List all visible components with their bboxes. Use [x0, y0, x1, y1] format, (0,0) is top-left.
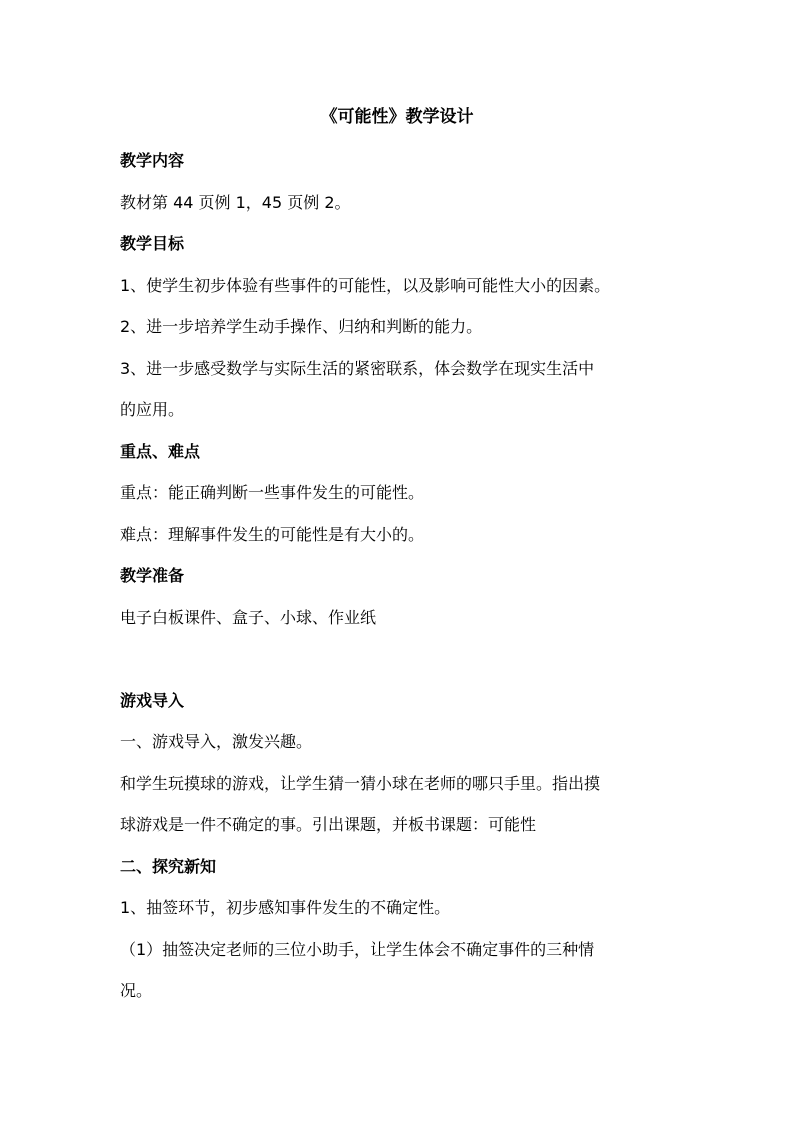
key-point-text: 重点：能正确判断一些事件发生的可能性。 [120, 483, 425, 502]
goal-item-2: 2、进一步培养学生动手操作、归纳和判断的能力。 [120, 317, 483, 336]
heading-explore-new: 二、探究新知 [120, 857, 217, 876]
heading-key-points: 重点、难点 [120, 442, 201, 461]
heading-teaching-goals: 教学目标 [120, 234, 185, 253]
explore-line-3: 况。 [120, 981, 153, 1000]
goal-item-1: 1、使学生初步体验有些事件的可能性，以及影响可能性大小的因素。 [120, 276, 611, 295]
teaching-content-text: 教材第 44 页例 1，45 页例 2。 [120, 193, 351, 212]
game-intro-subheading: 一、游戏导入，激发兴趣。 [120, 732, 313, 751]
explore-line-2: （1）抽签决定老师的三位小助手，让学生体会不确定事件的三种情 [120, 940, 595, 959]
game-intro-line-2: 球游戏是一件不确定的事。引出课题，并板书课题：可能性 [120, 815, 537, 834]
goal-item-3-continued: 的应用。 [120, 400, 185, 419]
document-title: 《可能性》教学设计 [320, 107, 474, 127]
game-intro-line-1: 和学生玩摸球的游戏，让学生猜一猜小球在老师的哪只手里。指出摸 [120, 774, 601, 793]
difficulty-text: 难点：理解事件发生的可能性是有大小的。 [120, 525, 425, 544]
heading-teaching-content: 教学内容 [120, 151, 185, 170]
preparation-text: 电子白板课件、盒子、小球、作业纸 [120, 608, 377, 627]
explore-line-1: 1、抽签环节，初步感知事件发生的不确定性。 [120, 898, 451, 917]
heading-preparation: 教学准备 [120, 566, 185, 585]
heading-game-intro: 游戏导入 [120, 691, 185, 710]
goal-item-3: 3、进一步感受数学与实际生活的紧密联系，体会数学在现实生活中 [120, 359, 595, 378]
